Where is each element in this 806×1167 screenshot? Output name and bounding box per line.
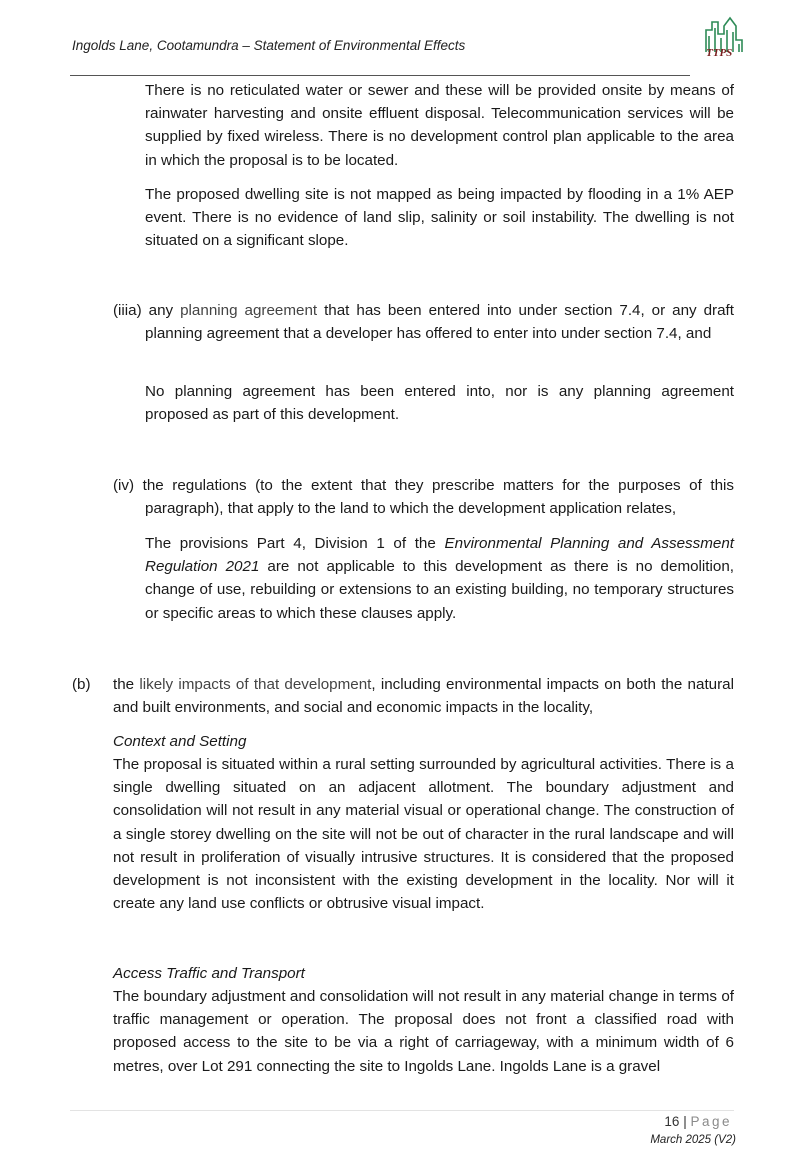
clause-iiia (113, 299, 734, 345)
regulation-title: Environmental Planning and Assessment Regulation 2021 (145, 535, 735, 576)
clause-iv-response-start: The provisions Part 4, Division 1 of the (145, 535, 445, 552)
header-divider (70, 75, 690, 76)
clause-iiia-prefix: (iiia) any (113, 302, 181, 319)
clause-iv (113, 474, 734, 520)
footer-divider (70, 1110, 734, 1111)
clause-b-start: the (113, 676, 140, 693)
clause-iv-response (145, 532, 734, 625)
clause-b-rest: , including environmental impacts on both the natural and built environments, and social and economic impacts in the locality, (113, 676, 734, 717)
paragraph-services: There is no reticulated water or sewer and these will be provided onsite by means of rainwater harvesting and onsite effluent disposal. Telecommunication services will be supplied by fixed wireless. There is no development control plan applicable to the area in which the proposal is to be located. (145, 82, 734, 169)
footer-date: March 2025 (V2) (650, 1134, 736, 1146)
paragraph-access-traffic: The boundary adjustment and consolidation will not result in any material change in terms of traffic management or operation. The proposal does not front a classified road with proposed access to the site to be via a right of carriageway, with a minimum width of 6 metres, over Lot 291 connecting the site to Ingolds Lane. Ingolds Lane is a gravel (113, 988, 734, 1075)
logo-text: TTPS (706, 47, 733, 59)
clause-b-text (113, 673, 734, 719)
heading-context-setting: Context and Setting (113, 733, 247, 750)
page-number-separator: | (679, 1114, 691, 1129)
clause-b-label: (b) (72, 676, 91, 693)
document-header-title: Ingolds Lane, Cootamundra – Statement of Environmental Effects (72, 38, 466, 53)
planning-agreement-link[interactable]: planning agreement (180, 302, 318, 319)
page-word: Page (690, 1114, 732, 1129)
likely-impacts-link[interactable]: likely impacts of that development (139, 676, 372, 693)
clause-iv-text: (iv) the regulations (to the extent that they prescribe matters for the purposes of this paragraph), that apply to the land to which the development application relates, (113, 477, 734, 518)
clause-iv-response-end: are not applicable to this development as there is no demolition, change of use, rebuilding or extensions to an existing building, no temporary structures or specific areas to which these clauses apply. (145, 558, 735, 622)
ttps-logo (700, 12, 752, 60)
clause-iiia-response: No planning agreement has been entered into, nor is any planning agreement proposed as part of this development. (145, 383, 734, 424)
paragraph-context-setting: The proposal is situated within a rural setting surrounded by agricultural activities. There is a single dwelling situated on an adjacent allotment. The boundary adjustment and consolidation will not result in any material visual or operational change. The construction of a single storey dwelling on the site will not be out of character in the rural landscape and will not result in proliferation of visually intrusive structures. It is considered that the proposed development is not inconsistent with the existing development in the locality. Nor will it create any land use conflicts or obtrusive visual impact. (113, 756, 734, 913)
paragraph-flooding: The proposed dwelling site is not mapped as being impacted by flooding in a 1% AEP event. There is no evidence of land slip, salinity or soil instability. The dwelling is not situated on a significant slope. (145, 186, 734, 250)
heading-access-traffic: Access Traffic and Transport (113, 965, 305, 982)
page-number (664, 1114, 732, 1129)
clause-iiia-rest: that has been entered into under section 7.4, or any draft planning agreement that a developer has offered to enter into under section 7.4, and (145, 302, 734, 343)
page-number-value: 16 (664, 1114, 680, 1129)
